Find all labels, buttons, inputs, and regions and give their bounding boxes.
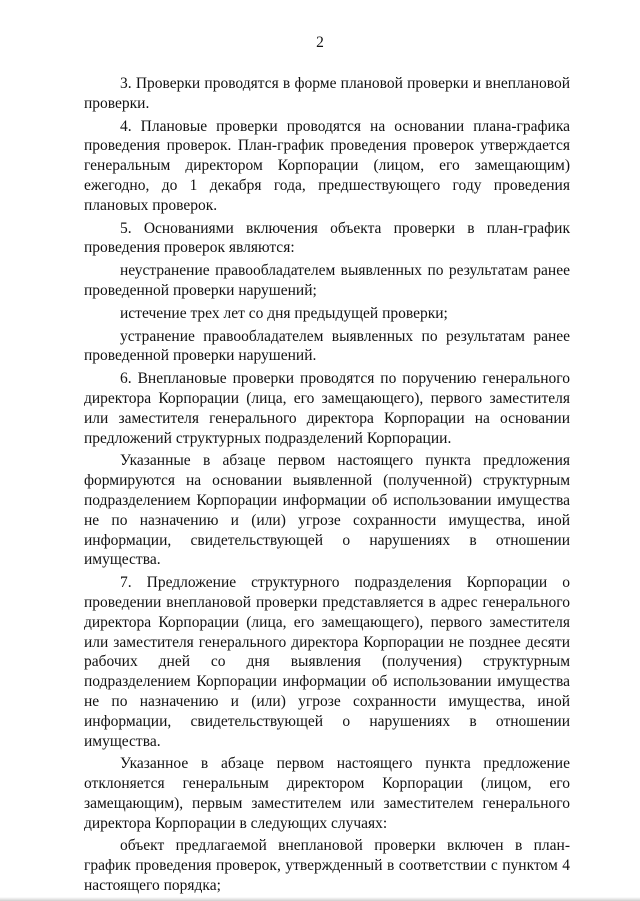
paragraph-6-note: Указанные в абзаце первом настоящего пункта предложения формируются на основании выявленной (полученной) структурным подразделением Корпорации информации об использовании имущества не по назначению и (или) угрозе сохранности имущества, иной информации, свидетельствующей о нарушениях в отношении имущества.	[84, 452, 570, 569]
page-number: 2	[316, 34, 324, 51]
paragraph-7-note: Указанное в абзаце первом настоящего пункта предложение отклоняется генеральным директором Корпорации (лицом, его замещающим), первым заместителем или заместителем генерального директора Корпорации в следующих случаях:	[84, 755, 570, 832]
scan-edge	[0, 897, 640, 901]
paragraph-3: 3. Проверки проводятся в форме плановой проверки и внеплановой проверки.	[84, 75, 570, 112]
list-item-elimination: устранение правообладателем выявленных по результатам ранее проведенной проверки нарушений.	[84, 327, 570, 365]
paragraph-4: 4. Плановые проверки проводятся на основании плана-графика проведения проверок. План-график проведения проверок утверждается генеральным директором Корпорации (лицом, его замещающим) ежегодно, до 1 декабря года, предшествующего году проведения плановых проверок.	[84, 117, 570, 214]
paragraph-6: 6. Внеплановые проверки проводятся по поручению генерального директора Корпорации (лица, его замещающего), первого заместителя или заместителя генерального директора Корпорации на основании предложений структурных подразделений Корпорации.	[84, 370, 570, 447]
document-body	[84, 74, 570, 896]
list-item-non-elimination: неустранение правообладателем выявленных по результатам ранее проведенной проверки нарушений;	[84, 262, 570, 299]
paragraph-5: 5. Основаниями включения объекта проверки в план-график проведения проверок являются:	[84, 219, 570, 257]
paragraph-7: 7. Предложение структурного подразделения Корпорации о проведении внеплановой проверки представляется в адрес генерального директора Корпорации (лица, его замещающего), первого заместителя или заместителя генерального директора Корпорации не позднее десяти рабочих дней со дня выявления (получения) структурным подразделением Корпорации информации об использовании имущества не по назначению и (или) угрозе сохранности имущества, иной информации, свидетельствующей о нарушениях в отношении имущества.	[84, 574, 570, 750]
list-item-three-years: истечение трех лет со дня предыдущей проверки;	[120, 304, 448, 322]
list-item-in-plan: объект предлагаемой внеплановой проверки включен в план-график проведения проверок, утвержденный в соответствии с пунктом 4 настоящего порядка;	[84, 837, 570, 895]
